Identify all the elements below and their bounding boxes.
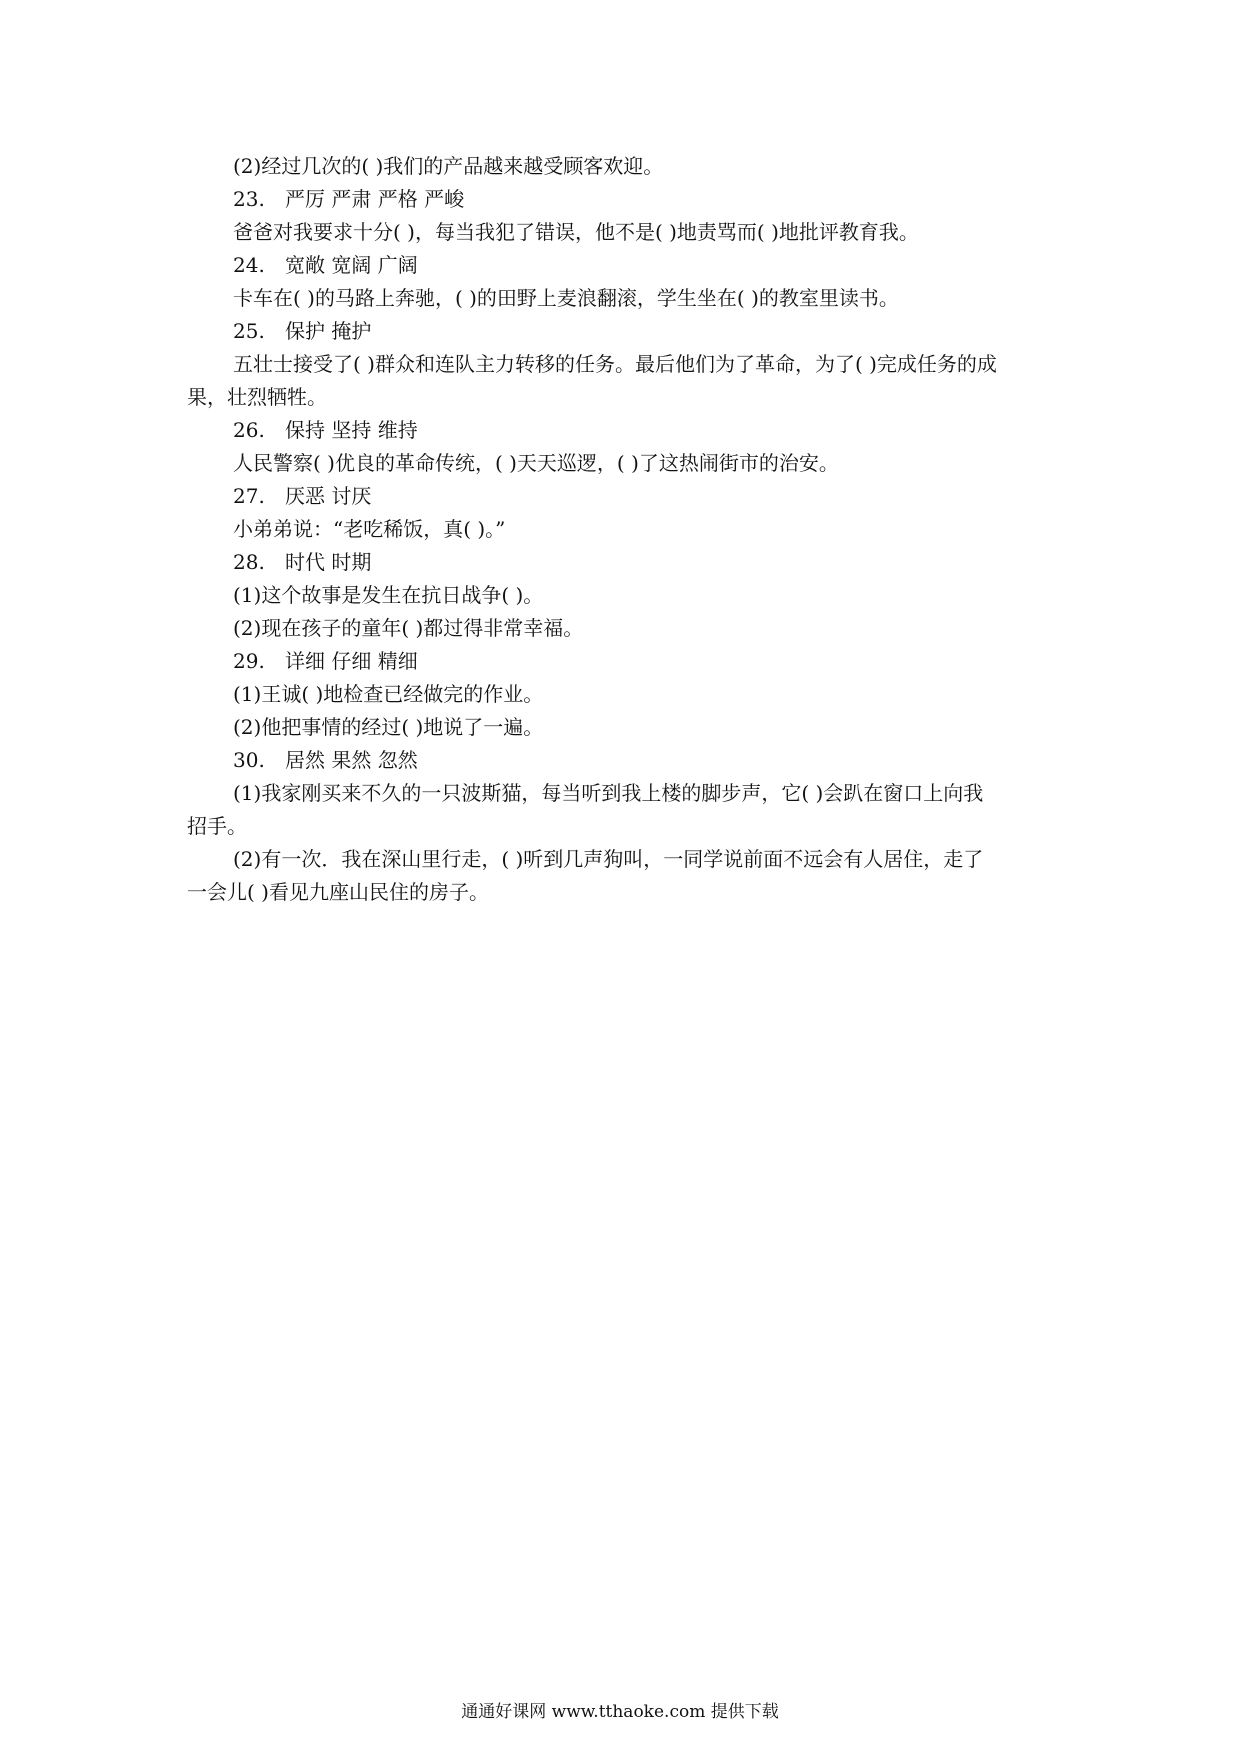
word-options: 保持 坚持 维持	[285, 418, 418, 442]
sentence-29-1: (1)王诚( )地检查已经做完的作业。	[233, 682, 544, 706]
sentence-29-2: (2)他把事情的经过( )地说了一遍。	[233, 715, 544, 739]
sentence-25-line-1: 五壮士接受了( )群众和连队主力转移的任务。最后他们为了革命，为了( )完成任务的成	[233, 352, 997, 376]
question-29-heading	[187, 645, 1067, 678]
sentence-28-1: (1)这个故事是发生在抗日战争( )。	[233, 583, 544, 607]
question-25-heading	[187, 315, 1067, 348]
sentence-30-2-line-2: 一会儿( )看见九座山民住的房子。	[187, 880, 489, 904]
sentence-24: 卡车在( )的马路上奔驰，( )的田野上麦浪翻滚，学生坐在( )的教室里读书。	[233, 286, 899, 310]
word-options: 详细 仔细 精细	[285, 649, 418, 673]
question-24-heading	[187, 249, 1067, 282]
question-number: 25.	[233, 319, 265, 343]
sentence-30-1-line-1: (1)我家刚买来不久的一只波斯猫，每当听到我上楼的脚步声，它( )会趴在窗口上向我	[233, 781, 984, 805]
question-number: 26.	[233, 418, 265, 442]
sentence-22-2: (2)经过几次的( )我们的产品越来越受顾客欢迎。	[233, 154, 664, 178]
sentence-30-2-line-1: (2)有一次．我在深山里行走，( )听到几声狗叫，一同学说前面不远会有人居住，走了	[233, 847, 984, 871]
question-30-heading	[187, 744, 1067, 777]
question-number: 30.	[233, 748, 265, 772]
sentence-26: 人民警察( )优良的革命传统，( )天天巡逻，( )了这热闹街市的治安。	[233, 451, 839, 475]
word-options: 居然 果然 忽然	[285, 748, 418, 772]
question-number: 24.	[233, 253, 265, 277]
word-options: 厌恶 讨厌	[285, 484, 372, 508]
exercise-content	[187, 150, 1067, 909]
question-number: 29.	[233, 649, 265, 673]
sentence-30-1-line-2: 招手。	[187, 814, 247, 838]
question-number: 23.	[233, 187, 265, 211]
sentence-28-2: (2)现在孩子的童年( )都过得非常幸福。	[233, 616, 584, 640]
page-footer: 通通好课网 www.tthaoke.com 提供下载	[461, 1702, 779, 1722]
sentence-23: 爸爸对我要求十分( )，每当我犯了错误，他不是( )地责骂而( )地批评教育我。	[233, 220, 919, 244]
question-28-heading	[187, 546, 1067, 579]
sentence-25-line-2: 果，壮烈牺牲。	[187, 385, 327, 409]
question-23-heading	[187, 183, 1067, 216]
word-options: 宽敞 宽阔 广阔	[285, 253, 418, 277]
sentence-27: 小弟弟说：“老吃稀饭，真( )。”	[233, 517, 506, 541]
question-number: 28.	[233, 550, 265, 574]
word-options: 保护 掩护	[285, 319, 372, 343]
word-options: 时代 时期	[285, 550, 372, 574]
word-options: 严厉 严肃 严格 严峻	[285, 187, 465, 211]
question-27-heading	[187, 480, 1067, 513]
question-number: 27.	[233, 484, 265, 508]
question-26-heading	[187, 414, 1067, 447]
